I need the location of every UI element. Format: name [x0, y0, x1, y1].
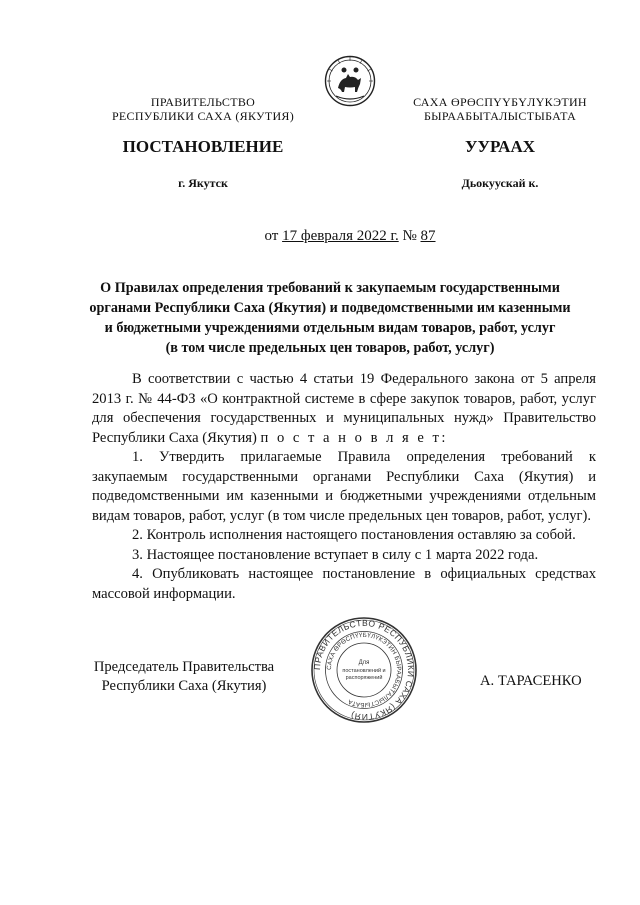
emblem-icon [324, 54, 376, 108]
header-right-line1: САХА ӨРӨСПҮҮБҮЛҮКЭТИН [413, 95, 587, 109]
document-number: 87 [420, 228, 436, 244]
heading-line4: (в том числе предельных цен товаров, работ, услуг) [165, 340, 495, 356]
document-heading [80, 278, 580, 358]
document-body [92, 370, 596, 604]
coat-of-arms [324, 54, 376, 108]
document-date: 17 февраля 2022 г. [282, 228, 399, 244]
header-right-org [385, 95, 615, 123]
position-line2: Республики Саха (Якутия) [101, 678, 267, 694]
city-left: г. Якутск [178, 176, 228, 190]
header-left-line1: ПРАВИТЕЛЬСТВО [150, 95, 256, 109]
stamp-center-line1: Для [358, 660, 370, 666]
header-right-line2: БЫРААБЫТАЛЫСТЫБАТА [423, 109, 577, 123]
number-prefix: № [398, 228, 421, 244]
item-2: 2. Контроль исполнения настоящего постановления оставляю за собой. [132, 527, 576, 543]
doc-type-left: ПОСТАНОВЛЕНИЕ [122, 137, 284, 156]
date-line [150, 228, 550, 245]
official-stamp [310, 616, 418, 724]
signatory-name: А. ТАРАСЕНКО [480, 673, 582, 689]
date-prefix: от [264, 228, 283, 244]
item-1: 1. Утвердить прилагаемые Правила определения требований к закупаемым государственными органами Республики Саха (Якутия) и подведомственными им казенными и бюджетными учреждениями отдельным видам товаров, работ, услуг (в том числе предельных цен товаров, работ, услуг). [92, 449, 596, 524]
stamp-center-line2: постановлений и [342, 668, 386, 674]
heading-line3: и бюджетными учреждениями отдельным видам товаров, работ, услуг [104, 320, 556, 336]
heading-line2: органами Республики Саха (Якутия) и подведомственными им казенными [89, 300, 571, 316]
item-3: 3. Настоящее постановление вступает в силу с 1 марта 2022 года. [132, 546, 539, 563]
position-line1: Председатель Правительства [93, 659, 275, 675]
stamp-seal-icon [310, 616, 418, 724]
item-4: 4. Опубликовать настоящее постановление в официальных средствах массовой информации. [92, 566, 596, 602]
stamp-inner-text: САХА ӨРӨСПҮҮБҮЛҮКЭТИН БЫРААБЫТАЛЫСТЫБАТА [325, 631, 403, 709]
header-left-org [98, 95, 308, 123]
doc-type-right: УУРААХ [465, 137, 535, 156]
intro-decree-word: п о с т а н о в л я е т: [260, 429, 448, 446]
stamp-outer-text: ПРАВИТЕЛЬСТВО РЕСПУБЛИКИ САХА (ЯКУТИЯ) [311, 617, 417, 723]
signatory-position [84, 658, 284, 696]
intro-paragraph [92, 370, 596, 448]
stamp-center-line3: распоряжений [345, 675, 383, 681]
header-left-line2: РЕСПУБЛИКИ САХА (ЯКУТИЯ) [111, 109, 295, 123]
heading-line1: О Правилах определения требований к закупаемым государственными [100, 280, 560, 296]
city-right: Дьокуускай к. [461, 176, 539, 190]
intro-text: В соответствии с частью 4 статьи 19 Федерального закона от 5 апреля 2013 г. № 44-ФЗ «О контрактной системе в сфере закупок товаров, работ, услуг для обеспечения государственных и муниципальных нужд» Правительство Республики Саха (Якутия) [92, 371, 596, 446]
